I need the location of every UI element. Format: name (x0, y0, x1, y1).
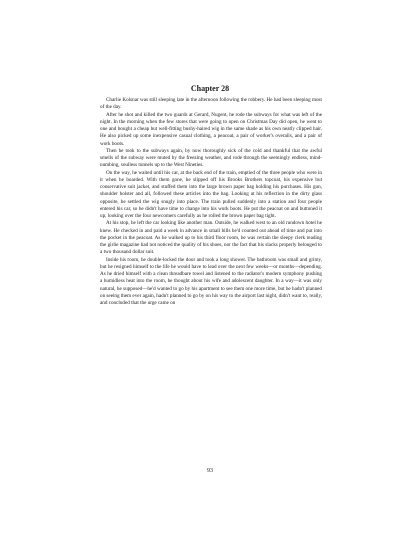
paragraph: Inside his room, he double-locked the door and took a long shower. The bathroom was small and grimy, but he resigned himself to the life he would have to lead over the next few weeks—or months—depending. As he dried himself with a clean threadbare towel and listened to the radiator's modern symphony pushing a humidless heat into the room, he thought about his wife and adolescent daughter. In a way—it was only natural, he supposed—he'd wanted to go by his apartment to see them one more time, but he hadn't planned on seeing them ever again, hadn't planned to go by on his way to the airport last night, didn't want to, really, and concluded that the urge came on (100, 256, 322, 306)
paragraph: After he shot and killed the two guards at Gerard, Nugent, he rode the subways for what was left of the night. In the morning when the few stores that were going to open on Christmas Day did open, he went to one and bought a cheap but well-fitting bushy-haired wig in the same shade as his own neatly clipped hair. He also picked up some inexpensive casual clothing, a peacoat, a pair of worker's overalls, and a pair of work boots. (100, 111, 322, 147)
chapter-title: Chapter 28 (190, 84, 230, 93)
paragraph: Then he took to the subways again, by now thoroughly sick of the cold and thankful that the awful smells of the subway were muted by the freezing weather, and rode through the seemingly endless, mind-numbing, soulless tunnels up to the West Nineties. (100, 147, 322, 169)
paragraph: Charlie Kolsnar was still sleeping late in the afternoon following the robbery. He had been sleeping most of the day. (100, 97, 322, 111)
chapter-body (100, 97, 322, 307)
paragraph: On the way, he waited until his car, at the back end of the train, emptied of the three people who were in it when he boarded. With them gone, he slipped off his Brooks Brothers topcoat, his expensive but conservative suit jacket, and stuffed them into the large brown paper bag holding his purchases. His gun, shoulder holster and all, followed these articles into the bag. Looking at his reflection in the dirty glass opposite, he settled the wig snugly into place. The train pulled suddenly into a station and four people entered his car, so he didn't have time to change into his work boots. He put the peacoat on and buttoned it up, looking over the four newcomers carefully as he rolled the brown paper bag tight. (100, 169, 322, 219)
paragraph: At his stop, he left the car looking like another man. Outside, he walked west to an old rundown hotel he knew. He checked in and paid a week in advance in small bills he'd counted out ahead of time and put into the pocket in the peacoat. As he walked up to his third floor room, he was certain the sleepy clerk reading the girlie magazine had not noticed the quality of his shoes, nor the fact that his slacks properly belonged to a two thousand dollar suit. (100, 220, 322, 256)
page-number: 93 (207, 468, 213, 474)
